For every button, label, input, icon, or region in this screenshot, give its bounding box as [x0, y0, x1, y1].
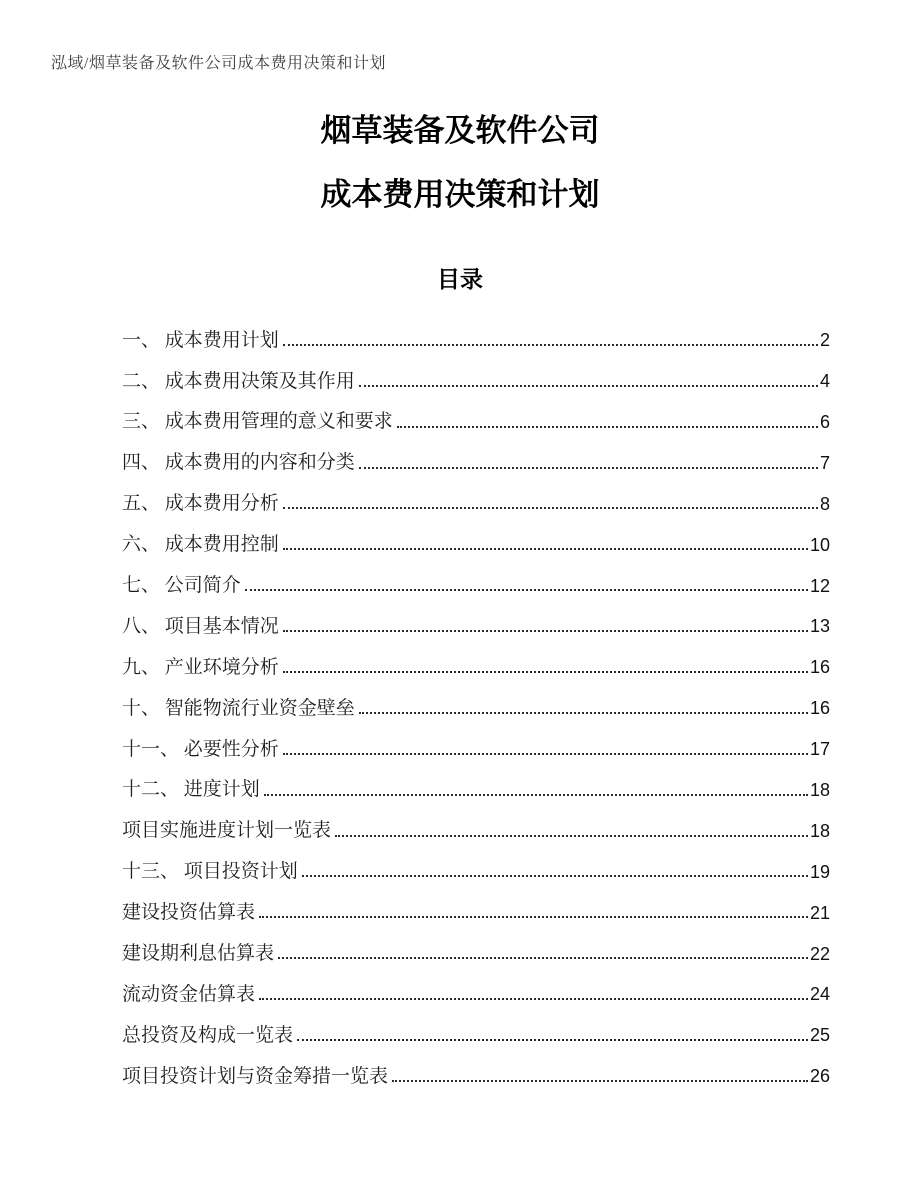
toc-entry-label: 建设投资估算表 [122, 902, 256, 924]
toc-entry-label: 六、 成本费用控制 [122, 534, 279, 556]
toc-entry-label: 八、 项目基本情况 [122, 615, 279, 637]
toc-entry[interactable] [122, 1046, 830, 1087]
toc-entry[interactable] [122, 310, 830, 351]
toc-entry-label: 三、 成本费用管理的意义和要求 [122, 411, 393, 433]
toc-dotted-leader [278, 957, 808, 959]
toc-entry-page-number: 19 [809, 861, 830, 882]
toc-entry-page-number: 13 [809, 616, 830, 637]
toc-entry-label: 十一、 必要性分析 [122, 738, 279, 760]
toc-dotted-leader [302, 875, 808, 877]
toc-dotted-leader [259, 998, 808, 1000]
toc-entry[interactable] [122, 351, 830, 392]
toc-dotted-leader [259, 916, 808, 918]
toc-entry[interactable] [122, 923, 830, 964]
toc-entry-page-number: 17 [809, 739, 830, 760]
toc-entry-page-number: 21 [809, 902, 830, 923]
toc-entry[interactable] [122, 514, 830, 555]
toc-entry-label: 建设期利息估算表 [122, 942, 275, 964]
toc-heading: 目录 [437, 266, 483, 292]
toc-dotted-leader [245, 589, 808, 591]
toc-entry-label: 二、 成本费用决策及其作用 [122, 370, 355, 392]
toc-entry-label: 七、 公司简介 [122, 574, 241, 596]
toc-list [122, 310, 830, 1087]
toc-entry[interactable] [122, 760, 830, 801]
toc-entry-page-number: 18 [809, 820, 830, 841]
document-title-line1: 烟草装备及软件公司 [320, 113, 600, 148]
toc-entry[interactable] [122, 678, 830, 719]
toc-entry-page-number: 10 [809, 534, 830, 555]
toc-entry[interactable] [122, 474, 830, 515]
toc-dotted-leader [283, 548, 808, 550]
toc-dotted-leader [359, 712, 808, 714]
toc-entry[interactable] [122, 596, 830, 637]
toc-entry-page-number: 6 [819, 411, 830, 432]
toc-dotted-leader [297, 1039, 808, 1041]
toc-entry[interactable] [122, 637, 830, 678]
toc-entry-label: 十二、 进度计划 [122, 779, 260, 801]
toc-entry-page-number: 24 [809, 984, 830, 1005]
toc-entry-page-number: 26 [809, 1066, 830, 1087]
toc-dotted-leader [264, 794, 808, 796]
toc-entry-page-number: 22 [809, 943, 830, 964]
toc-entry[interactable] [122, 882, 830, 923]
toc-entry-label: 一、 成本费用计划 [122, 329, 279, 351]
toc-entry-page-number: 8 [819, 493, 830, 514]
toc-dotted-leader [283, 753, 808, 755]
toc-entry-page-number: 7 [819, 452, 830, 473]
toc-entry[interactable] [122, 392, 830, 433]
toc-entry-page-number: 2 [819, 330, 830, 351]
toc-entry-page-number: 4 [819, 371, 830, 392]
toc-entry-label: 总投资及构成一览表 [122, 1024, 294, 1046]
toc-entry[interactable] [122, 1005, 830, 1046]
toc-entry-label: 项目投资计划与资金筹措一览表 [122, 1065, 389, 1087]
toc-entry[interactable] [122, 842, 830, 883]
toc-entry-page-number: 16 [809, 657, 830, 678]
toc-dotted-leader [335, 835, 808, 837]
toc-dotted-leader [283, 344, 818, 346]
toc-entry-label: 九、 产业环境分析 [122, 656, 279, 678]
toc-entry-page-number: 16 [809, 698, 830, 719]
toc-entry-label: 四、 成本费用的内容和分类 [122, 452, 355, 474]
toc-entry[interactable] [122, 801, 830, 842]
toc-entry-page-number: 18 [809, 780, 830, 800]
toc-entry-page-number: 12 [809, 575, 830, 596]
toc-entry[interactable] [122, 433, 830, 474]
toc-dotted-leader [392, 1080, 808, 1082]
toc-dotted-leader [283, 671, 808, 673]
toc-entry-page-number: 25 [809, 1025, 830, 1046]
toc-entry-label: 十、 智能物流行业资金壁垒 [122, 697, 355, 719]
toc-dotted-leader [283, 507, 818, 509]
page-header: 泓域/烟草装备及软件公司成本费用决策和计划 [51, 55, 386, 72]
toc-entry-label: 十三、 项目投资计划 [122, 861, 298, 883]
document-title-line2: 成本费用决策和计划 [320, 177, 600, 212]
toc-entry[interactable] [122, 719, 830, 760]
toc-entry[interactable] [122, 555, 830, 596]
toc-entry[interactable] [122, 964, 830, 1005]
toc-entry-label: 项目实施进度计划一览表 [122, 820, 332, 842]
toc-entry-label: 流动资金估算表 [122, 983, 256, 1005]
toc-entry-label: 五、 成本费用分析 [122, 493, 279, 515]
toc-dotted-leader [359, 385, 818, 387]
toc-dotted-leader [397, 426, 818, 428]
toc-dotted-leader [283, 630, 808, 632]
toc-dotted-leader [359, 467, 818, 469]
